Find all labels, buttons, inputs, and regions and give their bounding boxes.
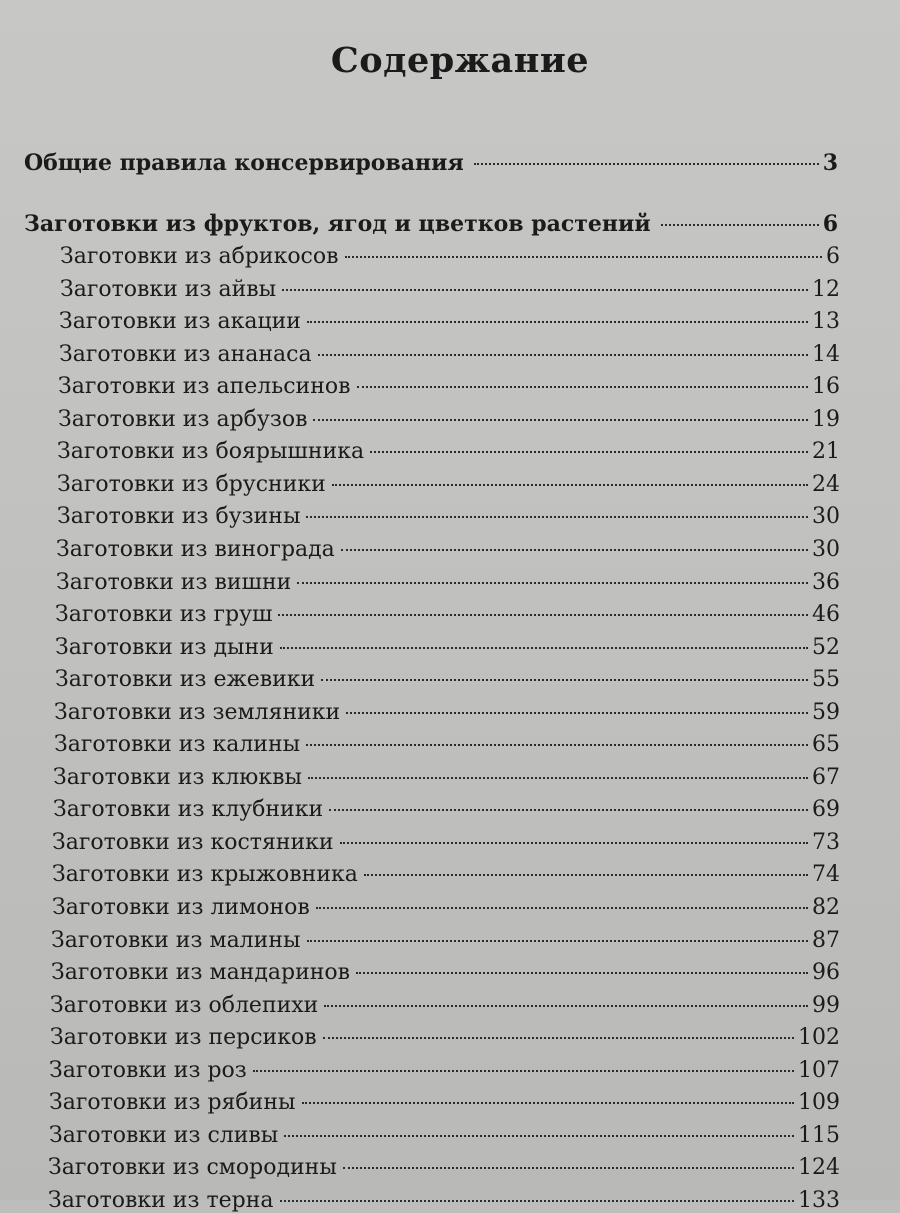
- toc-entry[interactable]: [55, 667, 840, 692]
- toc-entry-label: Заготовки из костяники: [52, 829, 334, 855]
- toc-entry[interactable]: [56, 537, 840, 562]
- toc-dot-leader: [280, 1200, 794, 1202]
- toc-page-number: 133: [798, 1187, 840, 1213]
- toc-entry[interactable]: [54, 732, 840, 757]
- toc-dot-leader: [297, 582, 808, 584]
- toc-entry[interactable]: [49, 1058, 840, 1083]
- toc-dot-leader: [343, 1167, 794, 1169]
- toc-dot-leader: [253, 1070, 794, 1072]
- toc-entry-label: Заготовки из рябины: [49, 1090, 296, 1116]
- toc-dot-leader: [306, 516, 808, 518]
- toc-dot-leader: [280, 647, 808, 649]
- toc-page-number: 16: [812, 374, 840, 400]
- toc-dot-leader: [308, 777, 808, 779]
- toc-dot-leader: [313, 419, 808, 421]
- toc-dot-leader: [318, 354, 808, 356]
- toc-page-number: 55: [812, 667, 840, 693]
- toc-entry-label: Заготовки из облепихи: [50, 992, 319, 1018]
- toc-dot-leader: [357, 386, 809, 388]
- toc-page-number: 46: [812, 602, 840, 627]
- toc-entry[interactable]: [55, 635, 840, 660]
- toc-page-number: 6: [822, 211, 838, 237]
- toc-entry[interactable]: [53, 765, 840, 790]
- toc-entry[interactable]: [59, 342, 840, 367]
- toc-dot-leader: [332, 484, 808, 486]
- toc-dot-leader: [316, 907, 808, 909]
- toc-page-number: 87: [812, 927, 840, 953]
- toc-entry-label: Заготовки из земляники: [54, 699, 341, 725]
- toc-entry[interactable]: [59, 309, 840, 334]
- toc-section-label: Общие правила консервирования: [24, 150, 464, 176]
- toc-entry[interactable]: [50, 993, 840, 1018]
- toc-dot-leader: [307, 940, 809, 942]
- toc-dot-leader: [345, 256, 822, 258]
- page-title: Содержание: [330, 40, 590, 81]
- toc-page-number: 3: [822, 150, 838, 176]
- toc-dot-leader: [302, 1102, 794, 1104]
- toc-page-number: 109: [798, 1090, 840, 1116]
- toc-entry-label: Заготовки из дыни: [55, 634, 274, 660]
- toc-section-label: Заготовки из фруктов, ягод и цветков растений: [24, 211, 651, 237]
- toc-entry-label: Заготовки из малины: [51, 927, 301, 953]
- toc-dot-leader: [307, 321, 808, 323]
- toc-dot-leader: [282, 289, 808, 291]
- toc-page-number: 73: [812, 829, 840, 855]
- toc-entry-label: Заготовки из мандаринов: [51, 960, 351, 986]
- toc-entry[interactable]: [52, 895, 840, 920]
- toc-entry[interactable]: [49, 1090, 840, 1115]
- toc-entry-label: Заготовки из абрикосов: [60, 244, 339, 269]
- toc-entry-label: Заготовки из сливы: [49, 1122, 279, 1148]
- toc-entry-label: Заготовки из брусники: [57, 471, 326, 497]
- toc-page-number: 36: [812, 569, 840, 595]
- toc-page-number: 19: [812, 406, 840, 432]
- toc-page-number: 82: [812, 895, 840, 920]
- toc-entry[interactable]: [49, 1123, 840, 1148]
- toc-entry-label: Заготовки из персиков: [50, 1025, 317, 1051]
- toc-page-number: 52: [812, 634, 840, 660]
- toc-page-number: 12: [812, 276, 840, 302]
- toc-dot-leader: [341, 549, 808, 551]
- toc-entry[interactable]: [51, 960, 840, 985]
- toc-entry-label: Заготовки из клубники: [53, 797, 324, 823]
- toc-entry-label: Заготовки из боярышника: [57, 439, 365, 465]
- toc-page-number: 6: [826, 244, 840, 269]
- toc-page-number: 69: [812, 797, 840, 823]
- toc-entry[interactable]: [54, 700, 840, 725]
- toc-entry-label: Заготовки из винограда: [56, 537, 335, 562]
- toc-page-number: 102: [798, 1025, 840, 1051]
- toc-entry-label: Заготовки из ежевики: [55, 667, 316, 693]
- toc-page-number: 115: [798, 1122, 840, 1148]
- toc-entry-label: Заготовки из смородины: [48, 1155, 337, 1181]
- toc-entry[interactable]: [52, 830, 840, 855]
- toc-entry-label: Заготовки из айвы: [60, 276, 277, 302]
- toc-entry[interactable]: [57, 504, 840, 529]
- toc-entry-label: Заготовки из ананаса: [59, 341, 312, 367]
- toc-page-number: 59: [812, 699, 840, 725]
- toc-entry-label: Заготовки из терна: [48, 1187, 274, 1213]
- toc-entry-label: Заготовки из апельсинов: [58, 374, 351, 400]
- toc-dot-leader: [278, 614, 808, 616]
- toc-page-number: 124: [798, 1155, 840, 1181]
- toc-dot-leader: [346, 712, 808, 714]
- toc-entry-label: Заготовки из роз: [49, 1057, 247, 1083]
- toc-dot-leader: [306, 744, 808, 746]
- toc-entry-label: Заготовки из арбузов: [58, 406, 308, 432]
- toc-dot-leader: [284, 1135, 794, 1137]
- toc-entry-label: Заготовки из лимонов: [52, 895, 310, 920]
- toc-entry[interactable]: [55, 602, 840, 627]
- toc-page-number: 96: [812, 960, 840, 986]
- toc-entry-label: Заготовки из клюквы: [53, 764, 302, 790]
- toc-dot-leader: [370, 451, 808, 453]
- toc-dot-leader: [356, 972, 808, 974]
- toc-page-number: 14: [812, 341, 840, 367]
- toc-entry[interactable]: [48, 1188, 840, 1213]
- toc-entry[interactable]: [53, 797, 840, 822]
- toc-entry[interactable]: [58, 407, 840, 432]
- toc-page-number: 65: [812, 732, 840, 758]
- toc-entry-label: Заготовки из груш: [55, 602, 273, 627]
- toc-entry[interactable]: [50, 1025, 840, 1050]
- toc-entry-label: Заготовки из акации: [59, 309, 301, 335]
- toc-entry[interactable]: [57, 472, 840, 497]
- toc-dot-leader: [364, 874, 808, 876]
- toc-entry-label: Заготовки из калины: [54, 732, 301, 758]
- toc-entry-label: Заготовки из крыжовника: [52, 862, 358, 888]
- toc-dot-leader: [323, 1037, 794, 1039]
- toc-entry[interactable]: [60, 244, 840, 269]
- toc-page-number: 24: [812, 471, 840, 497]
- toc-page-number: 99: [812, 992, 840, 1018]
- toc-entry-label: Заготовки из бузины: [57, 504, 301, 530]
- toc-dot-leader: [321, 679, 808, 681]
- toc-page-number: 30: [812, 504, 840, 530]
- toc-entry[interactable]: [60, 277, 840, 302]
- toc-page-number: 13: [812, 309, 840, 335]
- toc-dot-leader: [329, 809, 808, 811]
- toc-entry[interactable]: [57, 439, 840, 464]
- toc-page-number: 107: [798, 1057, 840, 1083]
- toc-entry[interactable]: [51, 928, 840, 953]
- toc-entry[interactable]: [48, 1155, 840, 1180]
- toc-page-number: 21: [812, 439, 840, 465]
- toc-page-number: 30: [812, 537, 840, 562]
- toc-entry[interactable]: [56, 570, 840, 595]
- toc-dot-leader: [324, 1005, 808, 1007]
- toc-page-number: 74: [812, 862, 840, 888]
- toc-entry-label: Заготовки из вишни: [56, 569, 292, 595]
- toc-page-number: 67: [812, 764, 840, 790]
- toc-entry[interactable]: [58, 374, 840, 399]
- toc-entry[interactable]: [52, 862, 840, 887]
- toc-dot-leader: [340, 842, 808, 844]
